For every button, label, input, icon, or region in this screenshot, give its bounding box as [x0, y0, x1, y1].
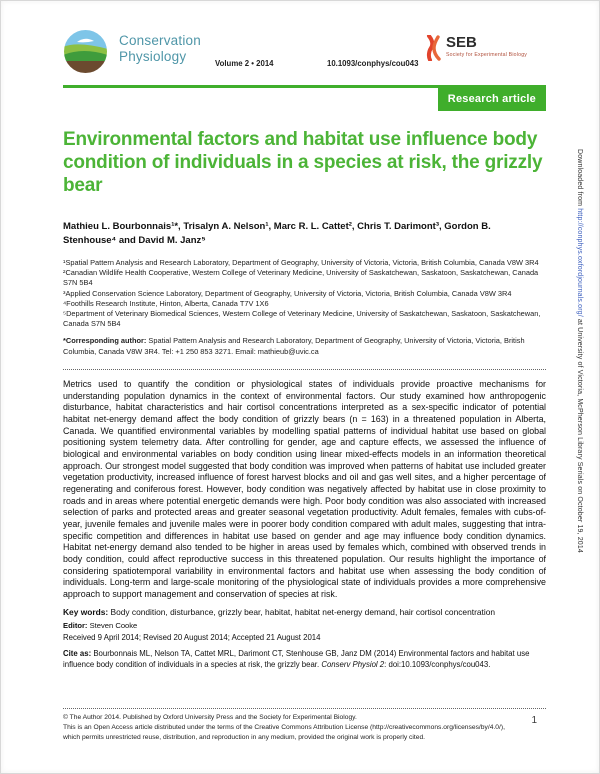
corresponding-author	[63, 336, 546, 357]
keywords-label: Key words:	[63, 607, 109, 617]
download-watermark	[576, 149, 583, 635]
journal-name	[119, 33, 201, 65]
copyright-line: © The Author 2014. Published by Oxford University Press and the Society for Experimental Biology.	[63, 714, 357, 721]
download-prefix: Downloaded from	[576, 149, 583, 209]
affiliation-5: ⁵Department of Veterinary Biomedical Sciences, Western College of Veterinary Medicine, University of Saskatchewan, Saskatoon, Saskatchewan, Canada S7N 5B4	[63, 309, 541, 329]
citation-text: Bourbonnais ML, Nelson TA, Cattet MRL, Darimont CT, Stenhouse GB, Janz DM (2014) Environmental factors and habitat use influence body condition of individuals in a species at risk, the grizzly bear.	[63, 649, 530, 669]
seb-logo	[426, 35, 546, 61]
license-footer	[63, 713, 524, 743]
citation-journal: Conserv Physiol 2	[321, 659, 385, 669]
seb-tagline: Society for Experimental Biology	[446, 52, 528, 58]
footer-divider	[63, 708, 546, 709]
citation-row	[63, 649, 546, 671]
affiliation-4: ⁴Foothills Research Institute, Hinton, Alberta, Canada T7V 1X6	[63, 298, 269, 308]
conservation-physiology-logo-icon	[63, 29, 108, 74]
download-suffix: at University of Victoria, McPherson Library Serials on October 19, 2014	[576, 316, 583, 553]
seb-chromosome-icon	[426, 35, 442, 61]
journal-url-link[interactable]: http://conphys.oxfordjournals.org/	[576, 208, 583, 317]
journal-name-line2: Physiology	[119, 48, 187, 64]
page-header	[63, 27, 546, 85]
author-list: Mathieu L. Bourbonnais¹*, Trisalyn A. Nelson¹, Marc R. L. Cattet², Chris T. Darimont³, Gordon B. Stenhouse⁴ and David M. Janz⁵	[63, 221, 491, 247]
article-title: Environmental factors and habitat use influence body condition of individuals in a species at risk, the grizzly bear	[63, 129, 543, 197]
affiliation-1: ¹Spatial Pattern Analysis and Research Laboratory, Department of Geography, University of Victoria, Victoria, British Columbia, Canada V8W 3R4	[63, 258, 539, 267]
license-line-1: This is an Open Access article distributed under the terms of the Creative Commons Attribution License (http://creativecommons.org/licenses/by/4.0/),	[63, 724, 505, 732]
editor-name: Steven Cooke	[87, 621, 138, 630]
page-number: 1	[531, 715, 537, 726]
seb-acronym: SEB	[446, 34, 477, 51]
editor-row	[63, 621, 546, 630]
history-dates: Received 9 April 2014; Revised 20 August 2014; Accepted 21 August 2014	[63, 633, 321, 642]
journal-name-line1: Conservation	[119, 33, 201, 48]
abstract-text: Metrics used to quantify the condition or physiological states of individuals provide proactive mechanisms for understanding population dynamics in the context of environmental factors. Our study examined how anthropogenic disturbance, habitat characteristics and hair cortisol concentrations interpreted as a sex-specific indicator of potential habitat net-energy demand affect the body condition of grizzly bears (n = 163) in a threatened population in Alberta, Canada. We quantified environmental variables by modelling spatial patterns of individual habitat use based on global positioning system telemetry data. After controlling for gender, age and capture effects, we assessed the influence of biological and environmental variables on body condition using linear mixed-effects models in an information theoretical approach. Our strongest model suggested that body condition was improved when patterns of habitat use included greater vegetation productivity, increased influence of forest harvest blocks and oil and gas well sites, and a higher percentage of regenerating and coniferous forest. However, body condition was negatively affected by habitat use in close proximity to roads and in areas where potential energetic demands were high. Poor body condition was also associated with increased selection of parks and protected areas and greater seasonal vegetation productivity. Adult females, females with cubs-of-year, juvenile females and juvenile males were in poorer body condition compared with adult males, suggesting that intra-specific competition and differences in habitat use based on gender and age may influence body condition dynamics. Habitat net-energy demand also tended to be higher in areas used by females which, combined with observed trends in body condition, could affect reproductive success in this threatened population. Our results highlight the importance of considering spatiotemporal variability in environmental factors and habitat use when assessing the body condition of individuals. Long-term and large-scale monitoring of the physiological state of individuals provides a more comprehensive approach to support management and conservation of species at risk.	[63, 379, 546, 599]
affiliation-3: ³Applied Conservation Science Laboratory, Department of Geography, University of Victoria, Victoria, British Columbia, Canada V8W 3R4	[63, 288, 512, 298]
doi-text: 10.1093/conphys/cou043	[327, 59, 419, 68]
volume-info: Volume 2 • 2014	[215, 59, 274, 68]
cite-as-label: Cite as:	[63, 649, 92, 658]
research-article-badge: Research article	[438, 88, 546, 111]
citation-doi: : doi:10.1093/conphys/cou043.	[384, 659, 491, 669]
abstract-top-divider	[63, 369, 546, 370]
affiliation-2: ²Canadian Wildlife Health Cooperative, Western College of Veterinary Medicine, University of Saskatchewan, Saskatoon, Saskatchewan, Canada S7N 5B4	[63, 268, 539, 288]
license-line-2: which permits unrestricted reuse, distribution, and reproduction in any medium, provided the original work is properly cited.	[63, 734, 426, 742]
corresponding-author-label: *Corresponding author:	[63, 336, 147, 345]
keywords-row	[63, 607, 546, 617]
corresponding-author-text: Spatial Pattern Analysis and Research Laboratory, Department of Geography, University of Victoria, Victoria, British Columbia, Canada V8W 3R4. Tel: +1 250 853 3271. Email: mathieub@uvic.ca	[63, 336, 525, 356]
affiliation-list	[63, 258, 546, 330]
editor-label: Editor:	[63, 621, 88, 630]
keywords-text: Body condition, disturbance, grizzly bear, habitat, habitat net-energy demand, hair cortisol concentration	[108, 607, 496, 617]
